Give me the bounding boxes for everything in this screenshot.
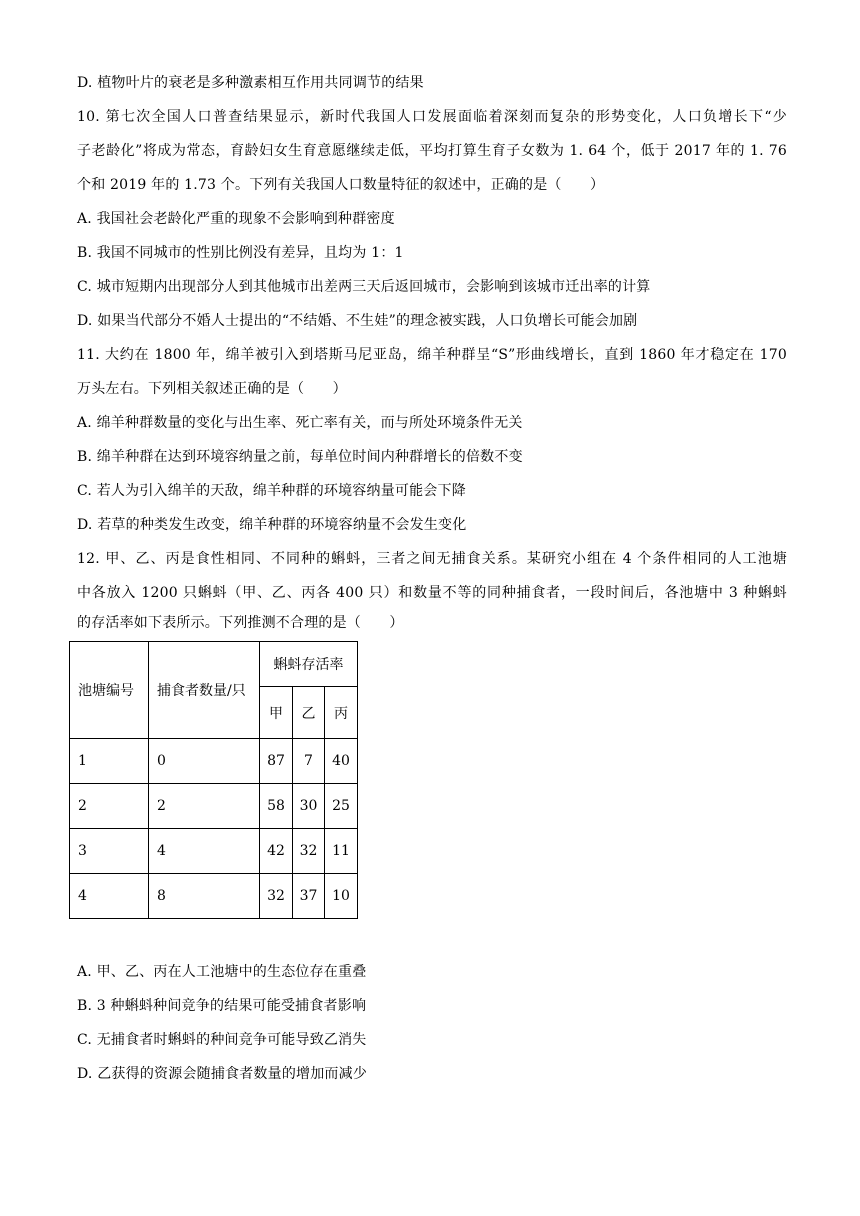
- cell-pond: 3: [70, 829, 149, 874]
- q10-stem-line-2: 子老龄化”将成为常态，育龄妇女生育意愿继续走低，平均打算生育子女数为 1. 64 个，低于 2017 年的 1. 76: [77, 143, 787, 159]
- header-predator-count: 捕食者数量/只: [149, 642, 260, 739]
- tadpole-survival-table: [69, 641, 358, 919]
- q11-option-a: A. 绵羊种群数量的变化与出生率、死亡率有关，而与所处环境条件无关: [77, 415, 523, 431]
- cell-pond: 4: [70, 874, 149, 919]
- cell-jia: 32: [260, 874, 293, 919]
- q10-option-b: B. 我国不同城市的性别比例没有差异，且均为 1：1: [77, 245, 404, 261]
- cell-jia: 58: [260, 784, 293, 829]
- q11-option-b: B. 绵羊种群在达到环境容纳量之前，每单位时间内种群增长的倍数不变: [77, 449, 523, 465]
- q11-option-d: D. 若草的种类发生改变，绵羊种群的环境容纳量不会发生变化: [77, 517, 467, 533]
- cell-yi: 30: [293, 784, 325, 829]
- cell-bing: 25: [325, 784, 358, 829]
- cell-predators: 4: [149, 829, 260, 874]
- cell-yi: 7: [293, 739, 325, 784]
- table-row: [70, 784, 358, 829]
- header-bing: 丙: [325, 687, 358, 739]
- header-yi: 乙: [293, 687, 325, 739]
- cell-yi: 32: [293, 829, 325, 874]
- q12-option-c: C. 无捕食者时蝌蚪的种间竞争可能导致乙消失: [77, 1032, 367, 1048]
- cell-predators: 0: [149, 739, 260, 784]
- table-row: [70, 829, 358, 874]
- cell-pond: 2: [70, 784, 149, 829]
- q11-stem-line-2: 万头左右。下列相关叙述正确的是（ ）: [77, 381, 347, 397]
- q12-stem-line-1: 12. 甲、乙、丙是食性相同、不同种的蝌蚪，三者之间无捕食关系。某研究小组在 4 个条件相同的人工池塘: [77, 551, 787, 567]
- q10-stem-line-3: 个和 2019 年的 1.73 个。下列有关我国人口数量特征的叙述中，正确的是（ ）: [77, 177, 605, 193]
- q12-stem-line-2: 中各放入 1200 只蝌蚪（甲、乙、丙各 400 只）和数量不等的同种捕食者，一段时间后，各池塘中 3 种蝌蚪: [77, 585, 787, 601]
- cell-bing: 10: [325, 874, 358, 919]
- q11-stem-line-1: 11. 大约在 1800 年，绵羊被引入到塔斯马尼亚岛，绵羊种群呈“S”形曲线增长，直到 1860 年才稳定在 170: [77, 347, 787, 363]
- cell-predators: 8: [149, 874, 260, 919]
- q11-option-c: C. 若人为引入绵羊的天敌，绵羊种群的环境容纳量可能会下降: [77, 483, 466, 499]
- cell-yi: 37: [293, 874, 325, 919]
- q10-stem-line-1: 10. 第七次全国人口普查结果显示，新时代我国人口发展面临着深刻而复杂的形势变化，人口负增长下“少: [77, 109, 787, 125]
- q9-option-d: D. 植物叶片的衰老是多种激素相互作用共同调节的结果: [77, 75, 424, 91]
- q12-stem-line-3: 的存活率如下表所示。下列推测不合理的是（ ）: [77, 615, 404, 631]
- header-jia: 甲: [260, 687, 293, 739]
- q10-option-a: A. 我国社会老龄化严重的现象不会影响到种群密度: [77, 211, 395, 227]
- cell-predators: 2: [149, 784, 260, 829]
- q10-option-d: D. 如果当代部分不婚人士提出的“不结婚、不生娃”的理念被实践，人口负增长可能会加剧: [77, 313, 638, 329]
- table-row: [70, 874, 358, 919]
- q12-option-b: B. 3 种蝌蚪种间竞争的结果可能受捕食者影响: [77, 998, 367, 1014]
- table-row: [70, 739, 358, 784]
- cell-jia: 42: [260, 829, 293, 874]
- q12-option-d: D. 乙获得的资源会随捕食者数量的增加而减少: [77, 1066, 368, 1082]
- cell-bing: 40: [325, 739, 358, 784]
- header-survival-rate: 蝌蚪存活率: [260, 642, 358, 687]
- cell-bing: 11: [325, 829, 358, 874]
- q12-option-a: A. 甲、乙、丙在人工池塘中的生态位存在重叠: [77, 964, 367, 980]
- cell-jia: 87: [260, 739, 293, 784]
- table-header-row: [70, 642, 358, 687]
- cell-pond: 1: [70, 739, 149, 784]
- header-pond: 池塘编号: [70, 642, 149, 739]
- q10-option-c: C. 城市短期内出现部分人到其他城市出差两三天后返回城市，会影响到该城市迁出率的计算: [77, 279, 651, 295]
